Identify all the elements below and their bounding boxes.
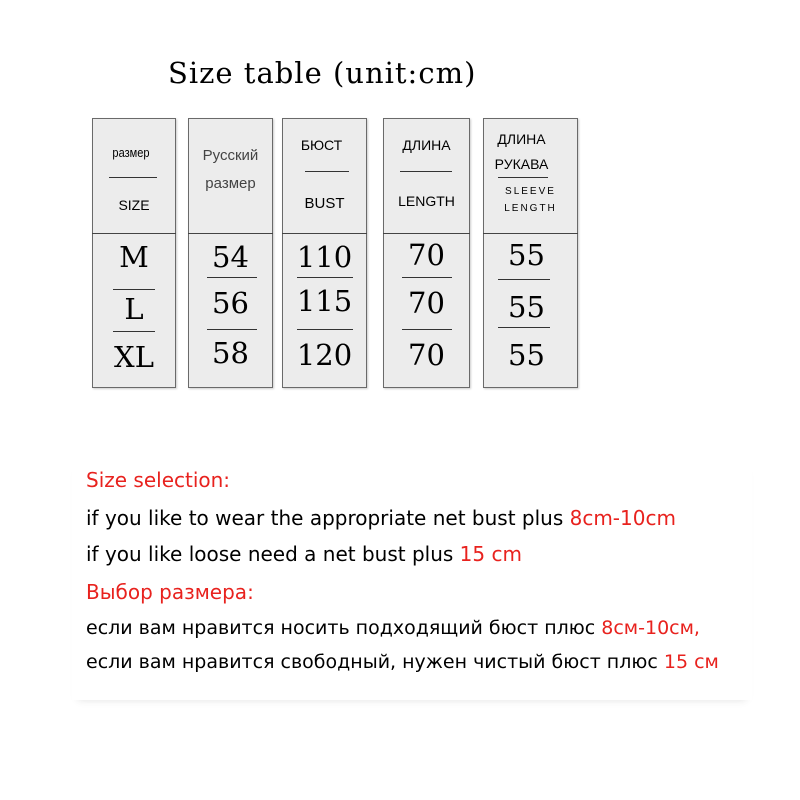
bust-column: [282, 118, 367, 388]
russian-size-selection-line-2-highlight: 15 см: [663, 651, 719, 673]
russian-size-header: [189, 119, 272, 233]
row-divider: [297, 329, 353, 330]
size-column-header: [93, 119, 175, 233]
row-divider: [402, 277, 452, 278]
bust-header-en: BUST: [304, 195, 345, 212]
size-selection-heading: Size selection:: [86, 468, 231, 492]
bust-header-ru: БЮСТ: [300, 137, 343, 153]
length-header-ru: ДЛИНА: [402, 137, 451, 153]
length-header: [384, 119, 469, 233]
header-divider: [188, 233, 273, 234]
bust-value-1: 110: [296, 240, 353, 274]
sleeve-length-value-1: 55: [508, 238, 545, 272]
size-value-xl: XL: [114, 340, 154, 374]
russian-size-selection-line-2: [86, 651, 719, 673]
russian-size-value-3: 58: [212, 336, 249, 370]
sleeve-length-value-3: 55: [508, 338, 545, 372]
size-selection-line-2: [86, 542, 522, 566]
size-selection-line-2-highlight: 15 cm: [459, 542, 522, 566]
page-title: Size table (unit:cm): [168, 56, 477, 90]
size-selection-line-2-text: if you like loose need a net bust plus: [86, 542, 460, 566]
header-divider: [282, 233, 367, 234]
sleeve-length-header-divider: [498, 177, 548, 178]
size-selection-line-1-highlight: 8cm-10cm: [569, 506, 676, 530]
bust-header-divider: [305, 171, 349, 172]
row-divider: [498, 279, 550, 280]
sleeve-length-header-en: SLEEVE LENGTH: [504, 186, 557, 214]
row-divider: [402, 329, 452, 330]
russian-size-header-ru: Русский: [202, 147, 259, 164]
header-divider: [92, 233, 176, 234]
row-divider: [498, 327, 550, 328]
bust-value-3: 120: [296, 338, 353, 372]
size-header-ru: размер: [112, 145, 150, 160]
size-header-divider: [109, 177, 157, 178]
row-divider: [297, 277, 353, 278]
russian-size-selection-line-2-text: если вам нравится свободный, нужен чистый бюст плюс: [86, 651, 664, 673]
header-divider: [483, 233, 578, 234]
russian-size-column: [188, 118, 273, 388]
length-column: [383, 118, 470, 388]
russian-size-selection-line-1: [86, 617, 700, 639]
row-divider: [113, 289, 155, 290]
length-value-3: 70: [408, 338, 445, 372]
size-value-l: L: [124, 292, 144, 326]
bust-value-2: 115: [296, 284, 353, 318]
sleeve-length-header-ru: ДЛИНА РУКАВА: [494, 131, 549, 172]
size-selection-line-1: [86, 506, 676, 530]
russian-size-selection-heading: Выбор размера:: [86, 580, 254, 604]
header-divider: [383, 233, 470, 234]
russian-size-header-en: размер: [205, 175, 256, 192]
size-column: [92, 118, 176, 388]
russian-size-selection-line-1-text: если вам нравится носить подходящий бюст плюс: [86, 617, 602, 639]
length-value-2: 70: [408, 286, 445, 320]
size-selection-line-1-text: if you like to wear the appropriate net bust plus: [86, 506, 570, 530]
russian-size-selection-line-1-highlight: 8см-10см,: [601, 617, 700, 639]
russian-size-value-1: 54: [212, 240, 249, 274]
length-header-en: LENGTH: [398, 193, 455, 209]
sleeve-length-header: [484, 119, 577, 233]
size-header-en: SIZE: [118, 197, 150, 213]
length-header-divider: [400, 171, 452, 172]
sleeve-length-value-2: 55: [508, 290, 545, 324]
row-divider: [207, 277, 257, 278]
length-value-1: 70: [408, 238, 445, 272]
bust-header: [283, 119, 366, 233]
russian-size-value-2: 56: [212, 286, 249, 320]
size-value-m: M: [119, 240, 149, 274]
row-divider: [207, 329, 257, 330]
row-divider: [113, 331, 155, 332]
sleeve-length-column: [483, 118, 578, 388]
